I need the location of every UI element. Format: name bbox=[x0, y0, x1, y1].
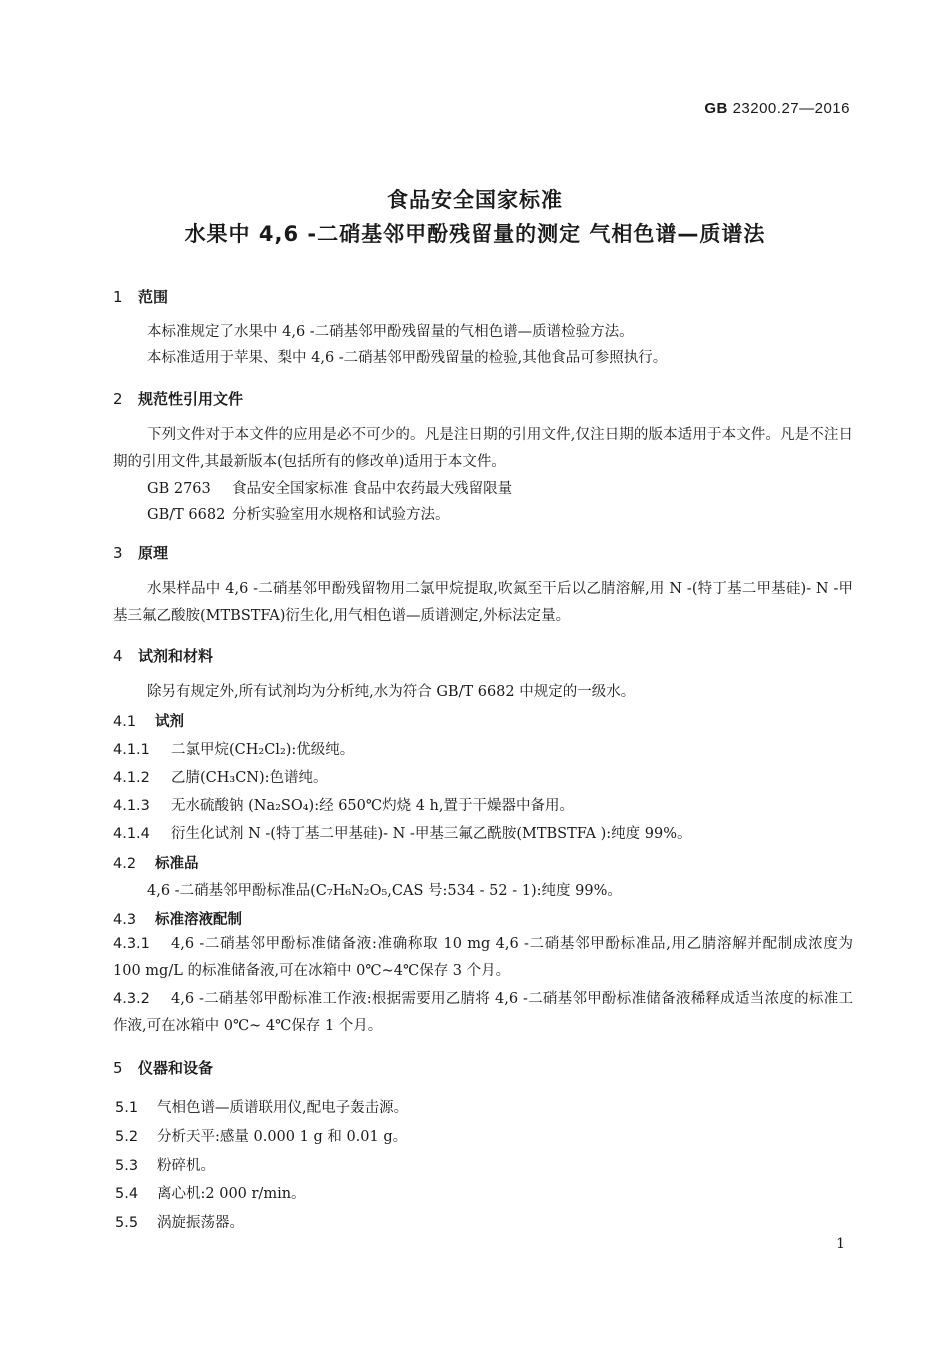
standard-reference-material: 4,6 -二硝基邻甲酚标准品(C₇H₆N₂O₅,CAS 号:534 - 52 - 1):纯度 99%。 bbox=[147, 883, 622, 899]
reference-code: GB/T 6682 bbox=[147, 507, 226, 523]
item-5-1 bbox=[115, 1096, 408, 1117]
item-number: 5.2 bbox=[115, 1129, 139, 1145]
section-1-heading bbox=[113, 286, 168, 307]
subsection-4-2-heading bbox=[113, 852, 199, 873]
subsection-number: 4.1 bbox=[113, 714, 137, 730]
reference-title: 分析实验室用水规格和试验方法。 bbox=[232, 507, 450, 523]
item-text: 无水硫酸钠 (Na₂SO₄):经 650℃灼烧 4 h,置于干燥器中备用。 bbox=[171, 798, 574, 814]
item-number: 5.3 bbox=[115, 1158, 139, 1174]
section-number: 4 bbox=[113, 647, 123, 665]
subsection-title: 标准溶液配制 bbox=[155, 912, 242, 928]
section-3-para-1: 水果样品中 4,6 -二硝基邻甲酚残留物用二氯甲烷提取,吹氮至干后以乙腈溶解,用 N -(特丁基二甲基硅)- N -甲基三氟乙酸胺(MTBSTFA)衍生化,用气相色谱—质谱测定,外标法定量。 bbox=[113, 581, 853, 624]
item-4-1-3 bbox=[113, 794, 574, 815]
item-number: 4.1.2 bbox=[113, 770, 150, 786]
section-3-heading bbox=[113, 542, 168, 563]
subsection-4-3-heading bbox=[113, 908, 242, 929]
item-number: 5.4 bbox=[115, 1186, 139, 1202]
item-number: 4.3.1 bbox=[113, 936, 150, 952]
item-4-3-1 bbox=[113, 931, 853, 985]
reference-code: GB 2763 bbox=[147, 481, 211, 497]
item-4-1-1 bbox=[113, 738, 354, 759]
item-text: 4,6 -二硝基邻甲酚标准储备液:准确称取 10 mg 4,6 -二硝基邻甲酚标准品,用乙腈溶解并配制成浓度为 100 mg/L 的标准储备液,可在冰箱中 0℃~4℃保存 3 个月。 bbox=[113, 936, 853, 979]
section-number: 5 bbox=[113, 1059, 123, 1077]
subsection-title: 标准品 bbox=[155, 856, 199, 872]
subsection-title: 试剂 bbox=[155, 714, 184, 730]
section-4-para-1: 除另有规定外,所有试剂均为分析纯,水为符合 GB/T 6682 中规定的一级水。 bbox=[147, 684, 636, 700]
subsection-number: 4.2 bbox=[113, 856, 137, 872]
item-number: 5.1 bbox=[115, 1100, 139, 1116]
item-text: 二氯甲烷(CH₂Cl₂):优级纯。 bbox=[171, 742, 355, 758]
section-2-para-1: 下列文件对于本文件的应用是必不可少的。凡是注日期的引用文件,仅注日期的版本适用于本文件。凡是不注日期的引用文件,其最新版本(包括所有的修改单)适用于本文件。 bbox=[113, 427, 853, 470]
section-title: 原理 bbox=[138, 544, 169, 562]
doc-id-number: 23200.27—2016 bbox=[732, 100, 850, 117]
section-4-heading bbox=[113, 645, 213, 666]
item-text: 衍生化试剂 N -(特丁基二甲基硅)- N -甲基三氟乙酰胺(MTBSTFA ):纯度 99%。 bbox=[171, 826, 692, 842]
subsection-number: 4.3 bbox=[113, 912, 137, 928]
item-text: 分析天平:感量 0.000 1 g 和 0.01 g。 bbox=[157, 1129, 408, 1145]
item-number: 4.3.2 bbox=[113, 991, 150, 1007]
item-number: 4.1.3 bbox=[113, 798, 150, 814]
item-4-3-2 bbox=[113, 986, 853, 1040]
item-5-5 bbox=[115, 1211, 244, 1232]
reference-title: 食品安全国家标准 食品中农药最大残留限量 bbox=[232, 481, 513, 497]
subsection-4-1-heading bbox=[113, 710, 184, 731]
section-1-para-1: 本标准规定了水果中 4,6 -二硝基邻甲酚残留量的气相色谱—质谱检验方法。 bbox=[147, 324, 634, 340]
section-title: 仪器和设备 bbox=[138, 1059, 214, 1077]
item-text: 离心机:2 000 r/min。 bbox=[157, 1186, 306, 1202]
section-5-heading bbox=[113, 1057, 213, 1078]
item-4-1-4 bbox=[113, 822, 692, 843]
section-number: 1 bbox=[113, 288, 123, 306]
doc-id-prefix: GB bbox=[704, 100, 728, 117]
title-line-2: 水果中 4,6 -二硝基邻甲酚残留量的测定 气相色谱—质谱法 bbox=[184, 222, 766, 246]
item-5-3 bbox=[115, 1154, 215, 1175]
document-id bbox=[704, 100, 850, 117]
page-number: 1 bbox=[836, 1236, 845, 1252]
item-text: 涡旋振荡器。 bbox=[157, 1215, 244, 1231]
item-text: 4,6 -二硝基邻甲酚标准工作液:根据需要用乙腈将 4,6 -二硝基邻甲酚标准储备液稀释成适当浓度的标准工作液,可在冰箱中 0℃~ 4℃保存 1 个月。 bbox=[113, 991, 853, 1034]
item-text: 粉碎机。 bbox=[157, 1158, 215, 1174]
section-title: 试剂和材料 bbox=[138, 647, 214, 665]
section-1-para-2: 本标准适用于苹果、梨中 4,6 -二硝基邻甲酚残留量的检验,其他食品可参照执行。 bbox=[147, 350, 668, 366]
item-number: 5.5 bbox=[115, 1215, 139, 1231]
section-title: 规范性引用文件 bbox=[138, 390, 244, 408]
section-title: 范围 bbox=[138, 288, 169, 306]
item-number: 4.1.1 bbox=[113, 742, 150, 758]
reference-1 bbox=[147, 477, 512, 498]
item-4-1-2 bbox=[113, 766, 328, 787]
section-number: 3 bbox=[113, 544, 123, 562]
item-text: 乙腈(CH₃CN):色谱纯。 bbox=[171, 770, 328, 786]
item-text: 气相色谱—质谱联用仪,配电子轰击源。 bbox=[157, 1100, 409, 1116]
section-number: 2 bbox=[113, 390, 123, 408]
item-number: 4.1.4 bbox=[113, 826, 150, 842]
item-5-4 bbox=[115, 1182, 306, 1203]
title-line-1: 食品安全国家标准 bbox=[387, 188, 563, 212]
section-2-heading bbox=[113, 388, 243, 409]
item-5-2 bbox=[115, 1125, 407, 1146]
reference-2 bbox=[147, 503, 450, 524]
